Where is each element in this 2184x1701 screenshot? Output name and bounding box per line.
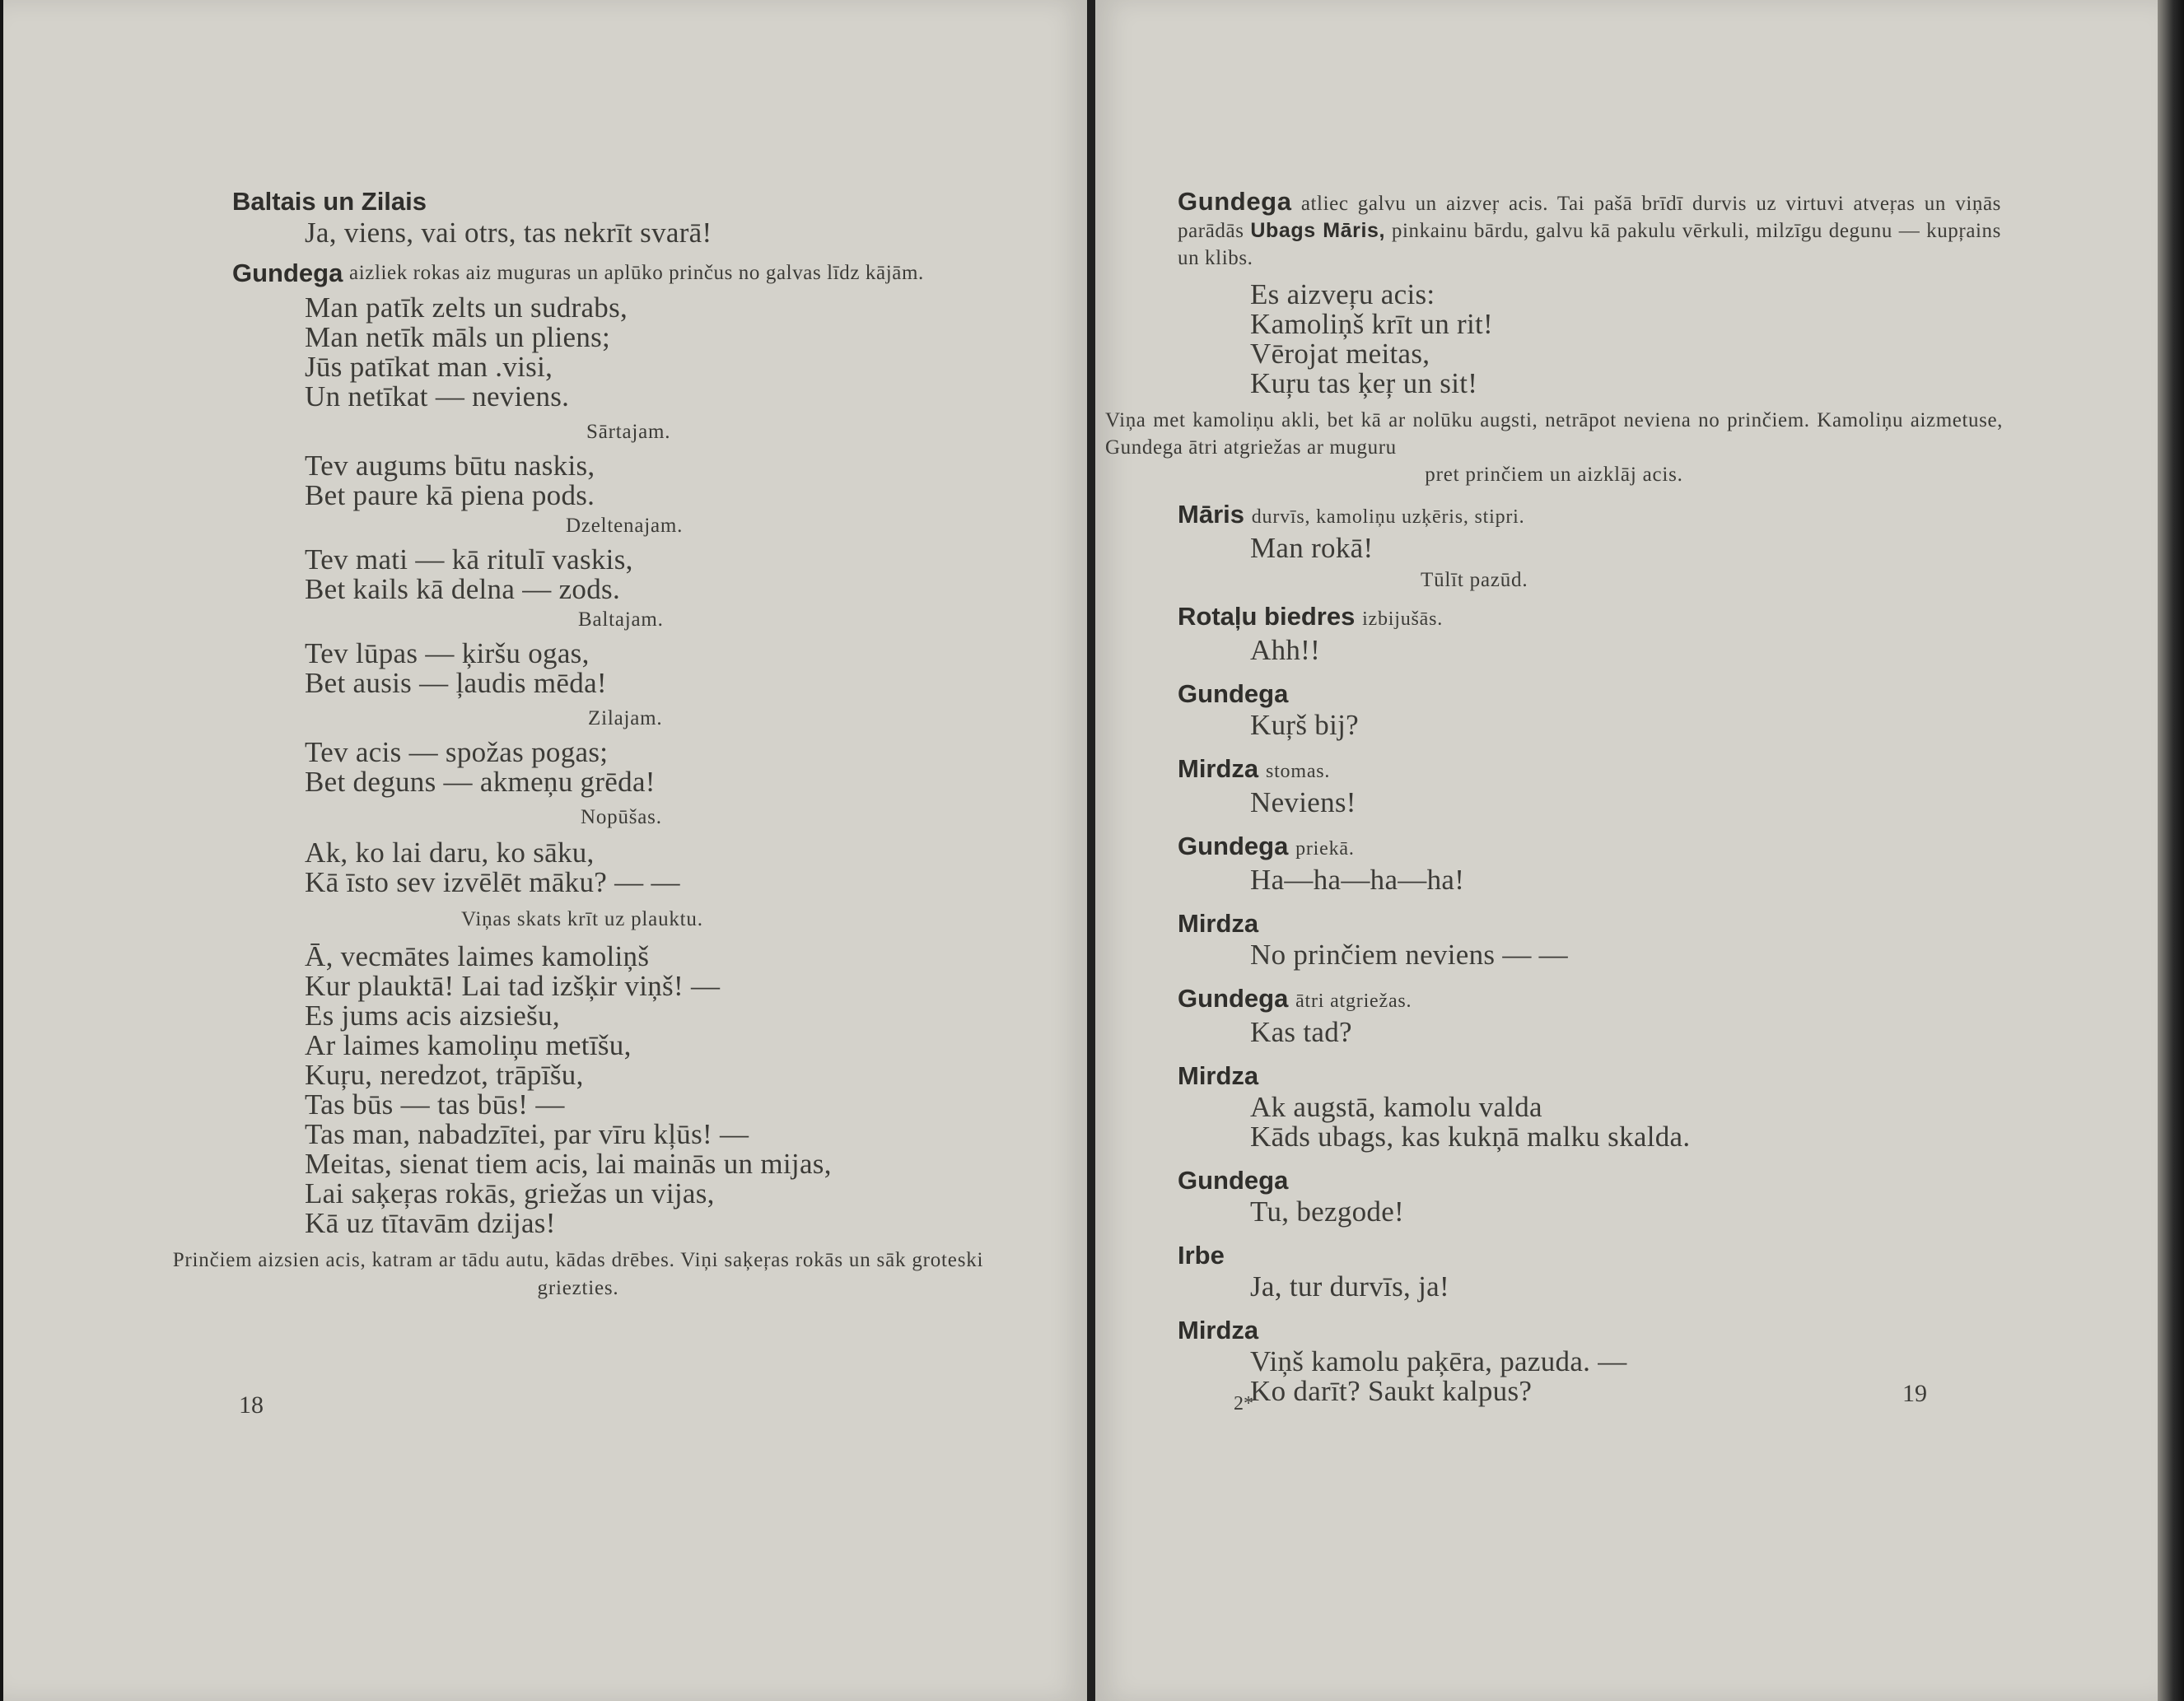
stage-direction <box>1178 188 2001 272</box>
verse-line: Viņš kamolu paķēra, pazuda. — <box>1250 1345 1627 1377</box>
speaker-line <box>1178 677 2001 711</box>
verse-line: Ha—ha—ha—ha! <box>1250 864 1465 896</box>
verse-line: Ak, ko lai daru, ko sāku, <box>305 837 595 869</box>
verse-line: Ja, tur durvīs, ja! <box>1250 1270 1449 1303</box>
speaker-line <box>1178 599 2001 636</box>
stage-direction: Zilajam. <box>588 707 663 729</box>
verse-line: Kā īsto sev izvēlēt māku? — — <box>305 866 680 898</box>
verse-line: Kas tad? <box>1250 1016 1352 1048</box>
speaker-line <box>1178 906 2001 940</box>
stage-direction: stomas. <box>1265 761 1331 782</box>
speaker-line <box>1178 752 2001 788</box>
stage-direction: pret prinčiem un aizklāj acis. <box>1425 464 1683 486</box>
verse-line: Ja, viens, vai otrs, tas nekrīt svarā! <box>305 217 712 249</box>
verse-line: Man patīk zelts un sudrabs, <box>305 291 628 324</box>
speaker-name: Māris <box>1178 500 1244 529</box>
speaker-line <box>1178 1238 2001 1272</box>
verse-line: Kuŗš bij? <box>1250 709 1359 741</box>
verse-line: Tev augums būtu naskis, <box>305 450 595 482</box>
verse-line: Jūs patīkat man .visi, <box>305 351 553 383</box>
verse-line: Bet deguns — akmeņu grēda! <box>305 766 656 798</box>
stage-direction: Prinčiem aizsien acis, katram ar tādu autu, kādas drēbes. Viņi saķeŗas rokās un sāk groteski griezties. <box>172 1249 984 1299</box>
verse-line: Tev mati — kā ritulī vaskis, <box>305 543 633 576</box>
character-name: Ubags Māris, <box>1250 219 1386 242</box>
stage-direction: priekā. <box>1295 838 1355 860</box>
speaker-name: Mirdza <box>1178 754 1259 783</box>
page-edge <box>2158 0 2184 1701</box>
speaker-name: Mirdza <box>1178 1061 1259 1090</box>
verse-line: Es aizveŗu acis: <box>1250 278 1435 310</box>
speaker-line <box>1178 981 2001 1018</box>
speaker-name: Irbe <box>1178 1241 1225 1270</box>
verse-line: Kuŗu, neredzot, trāpīšu, <box>305 1059 584 1091</box>
signature-mark: 2* <box>1234 1393 1253 1414</box>
speaker-line <box>1178 1163 2001 1197</box>
stage-direction: Dzeltenajam. <box>566 515 684 537</box>
verse-line: Bet kails kā delna — zods. <box>305 573 620 605</box>
verse-line: Tas būs — tas būs! — <box>305 1088 565 1121</box>
stage-direction: Tūlīt pazūd. <box>1421 569 1528 591</box>
stage-direction: durvīs, kamoliņu uzķēris, stipri. <box>1251 506 1525 528</box>
speaker-name: Rotaļu biedres <box>1178 602 1356 631</box>
stage-text: atliec galvu un aizveŗ acis. Tai pašā brīdī durvis uz virtuvi atveŗas un viņās parādās <box>1178 193 2002 242</box>
verse-line: Neviens! <box>1250 786 1356 818</box>
verse-line: Kāds ubags, kas kukņā malku skalda. <box>1250 1121 1691 1153</box>
verse-line: Bet ausis — ļaudis mēda! <box>305 667 607 699</box>
speaker-name: Gundega <box>1178 1166 1289 1195</box>
left-page-text <box>172 179 1023 1307</box>
verse-line: Man rokā! <box>1250 532 1374 564</box>
stage-direction: Viņa met kamoliņu akli, bet kā ar nolūku augsti, netrāpot neviena no prinčiem. Kamoliņu aizmetuse, Gundega ātri atgriežas ar muguru <box>1105 409 2003 459</box>
stage-direction: Sārtajam. <box>586 421 671 443</box>
left-page <box>3 0 1087 1701</box>
verse-line: Lai saķeŗas rokās, griežas un vijas, <box>305 1177 715 1209</box>
speaker-name: Gundega <box>1178 187 1292 216</box>
verse-line: Man netīk māls un pliens; <box>305 321 611 353</box>
book-gutter <box>1087 0 1095 1701</box>
stage-direction: izbijušās. <box>1362 608 1444 630</box>
verse-line: Ahh!! <box>1250 634 1321 666</box>
speaker-line <box>232 184 1023 218</box>
stage-direction: Viņas skats krīt uz plauktu. <box>461 908 703 930</box>
speaker-name: Baltais un Zilais <box>232 187 427 216</box>
stage-direction: aizliek rokas aiz muguras un aplūko prinčus no galvas līdz kājām. <box>349 262 924 284</box>
verse-line: No prinčiem neviens — — <box>1250 939 1568 971</box>
verse-line: Tev acis — spožas pogas; <box>305 736 609 768</box>
speaker-line <box>1178 1059 2001 1093</box>
speaker-name: Mirdza <box>1178 1316 1259 1344</box>
verse-line: Kuŗu tas ķeŗ un sit! <box>1250 367 1478 399</box>
stage-direction: Baltajam. <box>578 608 664 631</box>
verse-line: Ak augstā, kamolu valda <box>1250 1091 1542 1123</box>
page-number: 19 <box>1902 1380 1927 1407</box>
verse-line: Tev lūpas — ķiršu ogas, <box>305 637 590 669</box>
verse-line: Bet paure kā piena pods. <box>305 479 595 511</box>
right-page <box>1095 0 2158 1701</box>
speaker-name: Gundega <box>1178 679 1289 708</box>
verse-line: Ā, vecmātes laimes kamoliņš <box>305 940 650 972</box>
verse-line: Kamoliņš krīt un rit! <box>1250 308 1494 340</box>
stage-text: pinkainu bārdu, galvu kā pakulu vērkuli, milzīgu degunu — kupŗains un klibs. <box>1178 220 2001 269</box>
verse-line: Kā uz tītavām dzijas! <box>305 1207 556 1239</box>
verse-line: Es jums acis aizsiešu, <box>305 1000 560 1032</box>
verse-line: Meitas, sienat tiem acis, lai mainās un mijas, <box>305 1148 832 1180</box>
stage-direction: ātri atgriežas. <box>1295 990 1412 1012</box>
verse-line: Tu, bezgode! <box>1250 1195 1405 1228</box>
verse-line: Ko darīt? Saukt kalpus? <box>1250 1375 1533 1407</box>
speaker-line <box>1178 1313 2001 1347</box>
stage-direction: Nopūšas. <box>581 806 662 828</box>
verse-line: Vērojat meitas, <box>1250 338 1430 370</box>
verse-line: Kur plauktā! Lai tad izšķir viņš! — <box>305 970 721 1002</box>
verse-line: Un netīkat — neviens. <box>305 380 570 412</box>
speaker-name: Gundega <box>1178 832 1289 860</box>
verse-line: Ar laimes kamoliņu metīšu, <box>305 1029 632 1061</box>
speaker-name: Gundega <box>232 259 343 287</box>
speaker-name: Mirdza <box>1178 909 1259 938</box>
speaker-name: Gundega <box>1178 984 1289 1013</box>
speaker-line <box>1178 497 2001 534</box>
speaker-line <box>1178 829 2001 865</box>
verse-line: Tas man, nabadzītei, par vīru kļūs! — <box>305 1118 749 1150</box>
page-number: 18 <box>239 1391 264 1419</box>
right-page-text <box>1105 187 2003 1407</box>
